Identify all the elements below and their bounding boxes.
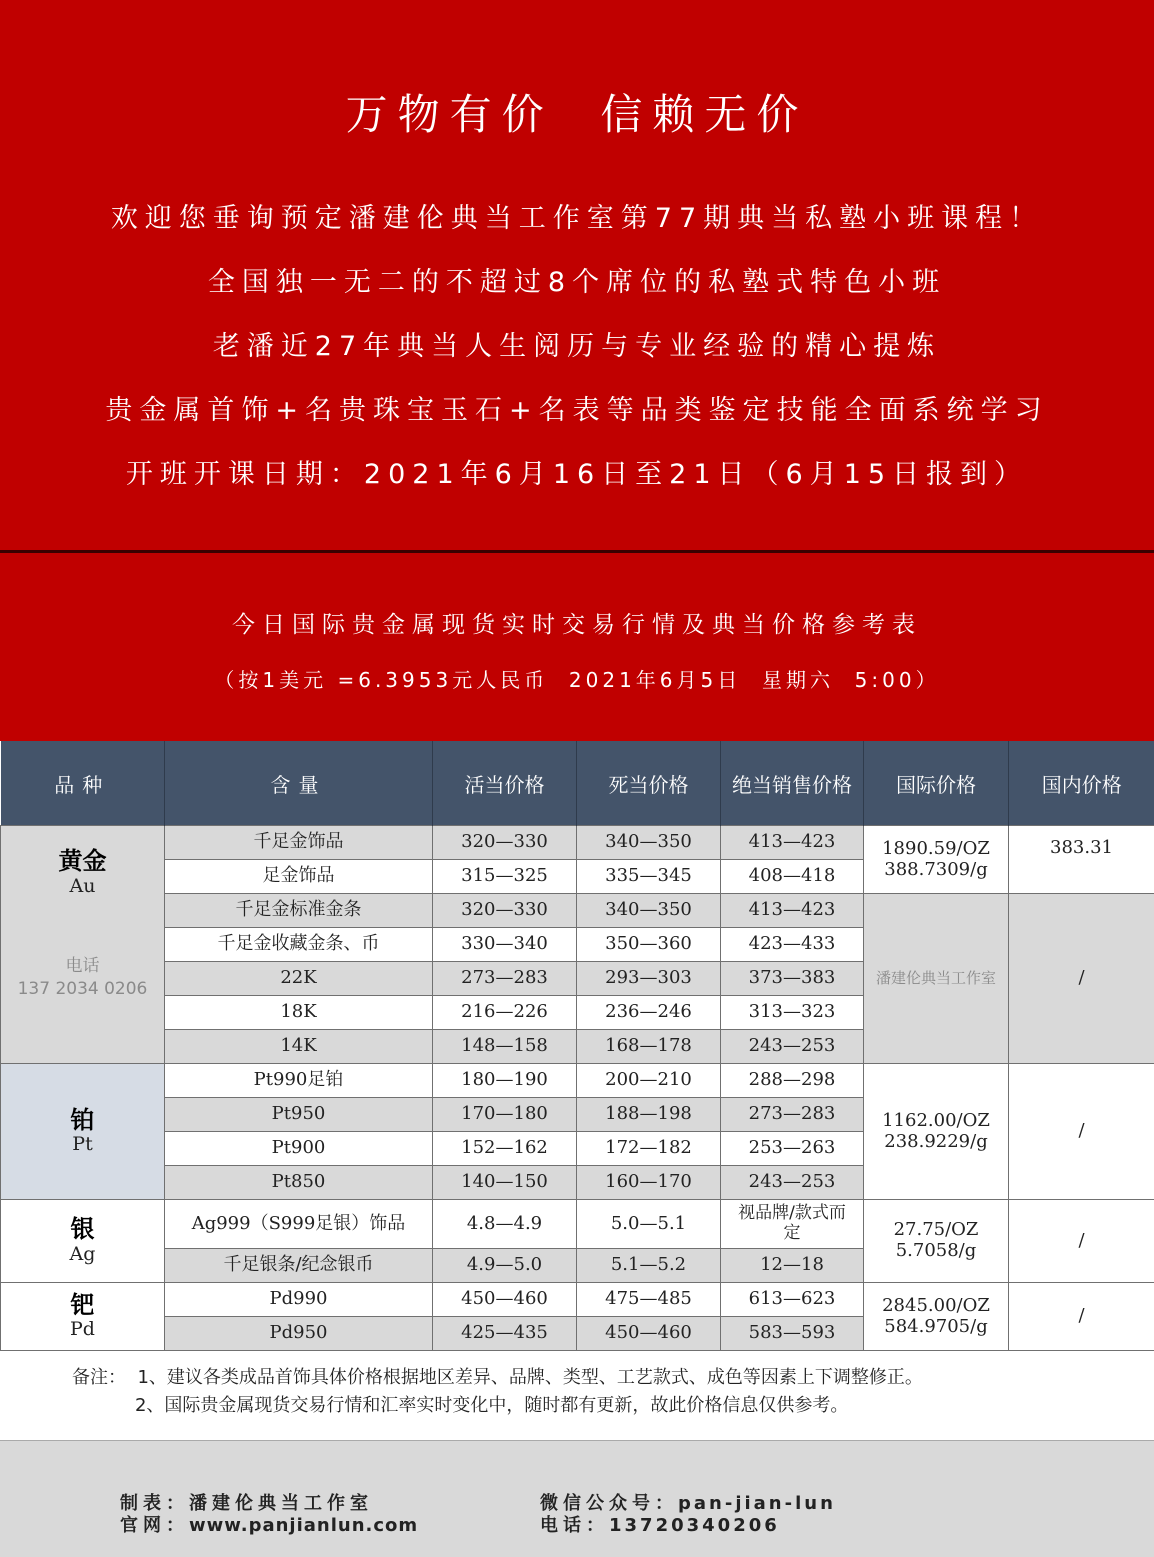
gold-intl-price [864, 826, 1009, 894]
pawn-price-cell: 140—150 [433, 1166, 577, 1200]
platinum-domestic-price: / [1009, 1064, 1154, 1200]
phone-watermark [1, 955, 164, 999]
sale-price-cell: 373—383 [721, 962, 864, 996]
course-banner [0, 0, 1154, 550]
col-header-intl-price: 国际价格 [864, 741, 1009, 826]
purity-cell: 14K [165, 1030, 433, 1064]
promo-line-2: 全国独一无二的不超过8个席位的私塾式特色小班 [0, 260, 1154, 299]
dead-pawn-price-cell: 350—360 [577, 928, 721, 962]
platinum-intl-g: 238.9229/g [884, 1131, 987, 1152]
col-header-forfeit-sale-price: 绝当销售价格 [721, 741, 864, 826]
phone-watermark-number: 137 2034 0206 [18, 979, 148, 999]
table-header-row [1, 741, 1154, 826]
maker-name: 潘建伦典当工作室 [189, 1493, 373, 1514]
phone-number: 13720340206 [609, 1515, 780, 1536]
sale-price-cell: 243—253 [721, 1030, 864, 1064]
sale-price-cell: 423—433 [721, 928, 864, 962]
dead-pawn-price-cell: 200—210 [577, 1064, 721, 1098]
sale-price-cell: 413—423 [721, 826, 864, 860]
purity-cell: 千足金收藏金条、币 [165, 928, 433, 962]
studio-watermark-text: 潘建伦典当工作室 [876, 969, 996, 987]
sale-price-cell: 613—623 [721, 1283, 864, 1317]
price-table [0, 741, 1154, 1351]
silver-intl-price [864, 1200, 1009, 1283]
purity-cell: 千足银条/纪念银币 [165, 1249, 433, 1283]
purity-cell: Ag999（S999足银）饰品 [165, 1200, 433, 1249]
remarks-label: 备注： [72, 1367, 126, 1388]
promo-line-4: 贵金属首饰+名贵珠宝玉石+名表等品类鉴定技能全面系统学习 [0, 388, 1154, 427]
purity-cell: 千足金饰品 [165, 826, 433, 860]
dead-pawn-price-cell: 236—246 [577, 996, 721, 1030]
purity-cell: 22K [165, 962, 433, 996]
silver-domestic-price: / [1009, 1200, 1154, 1283]
studio-watermark [864, 894, 1009, 1064]
gold-domestic-price-2: / [1009, 894, 1154, 1064]
site-label: 官网： [120, 1515, 189, 1536]
pawn-price-cell: 320—330 [433, 826, 577, 860]
dead-pawn-price-cell: 168—178 [577, 1030, 721, 1064]
purity-cell: 足金饰品 [165, 860, 433, 894]
pawn-price-cell: 273—283 [433, 962, 577, 996]
sale-price-cell: 273—283 [721, 1098, 864, 1132]
dead-pawn-price-cell: 450—460 [577, 1317, 721, 1351]
pawn-price-cell: 152—162 [433, 1132, 577, 1166]
gold-domestic-price: 383.31 [1009, 826, 1154, 894]
remarks [72, 1364, 923, 1420]
slogan: 万物有价 信赖无价 [0, 82, 1154, 142]
pawn-price-cell: 330—340 [433, 928, 577, 962]
pawn-price-cell: 4.8—4.9 [433, 1200, 577, 1249]
palladium-symbol: Pd [1, 1319, 164, 1341]
category-silver [1, 1200, 165, 1283]
sale-price-cell: 243—253 [721, 1166, 864, 1200]
category-gold [1, 826, 165, 1064]
course-dates: 开班开课日期：2021年6月16日至21日（6月15日报到） [0, 452, 1154, 491]
table-row [1, 1200, 1154, 1249]
promo-line-3: 老潘近27年典当人生阅历与专业经验的精心提炼 [0, 324, 1154, 363]
pawn-price-cell: 320—330 [433, 894, 577, 928]
dead-pawn-price-cell: 160—170 [577, 1166, 721, 1200]
silver-intl-g: 5.7058/g [896, 1240, 977, 1261]
col-header-category: 品种 [1, 741, 165, 826]
price-header-band [0, 553, 1154, 741]
footer-phone [540, 1511, 780, 1537]
pawn-price-cell: 315—325 [433, 860, 577, 894]
platinum-intl-price [864, 1064, 1009, 1200]
table-row [1, 894, 1154, 928]
pawn-price-cell: 148—158 [433, 1030, 577, 1064]
category-platinum [1, 1064, 165, 1200]
remark-2: 2、国际贵金属现货交易行情和汇率实时变化中，随时都有更新，故此价格信息仅供参考。 [135, 1395, 848, 1416]
maker-label: 制表： [120, 1493, 189, 1514]
wechat-id: pan-jian-lun [678, 1493, 836, 1514]
footer [0, 1440, 1154, 1557]
sale-price-cell: 12—18 [721, 1249, 864, 1283]
purity-cell: 18K [165, 996, 433, 1030]
pawn-price-cell: 425—435 [433, 1317, 577, 1351]
dead-pawn-price-cell: 335—345 [577, 860, 721, 894]
table-row [1, 1064, 1154, 1098]
sale-price-cell: 视品牌/款式而定 [721, 1200, 864, 1249]
col-header-pawn-price: 活当价格 [433, 741, 577, 826]
footer-website [120, 1511, 418, 1537]
col-header-dead-pawn-price: 死当价格 [577, 741, 721, 826]
silver-intl-oz: 27.75/OZ [894, 1219, 979, 1240]
dead-pawn-price-cell: 293—303 [577, 962, 721, 996]
dead-pawn-price-cell: 475—485 [577, 1283, 721, 1317]
sale-price-cell: 583—593 [721, 1317, 864, 1351]
purity-cell: Pt990足铂 [165, 1064, 433, 1098]
exchange-rate-line: （按1美元 =6.3953元人民币 2021年6月5日 星期六 5:00） [0, 664, 1154, 693]
gold-intl-g: 388.7309/g [884, 859, 987, 880]
palladium-intl-oz: 2845.00/OZ [882, 1295, 990, 1316]
dead-pawn-price-cell: 172—182 [577, 1132, 721, 1166]
pawn-price-cell: 450—460 [433, 1283, 577, 1317]
palladium-intl-price [864, 1283, 1009, 1351]
palladium-intl-g: 584.9705/g [884, 1316, 987, 1337]
platinum-name: 铂 [1, 1107, 164, 1135]
silver-symbol: Ag [1, 1244, 164, 1266]
sale-price-cell: 253—263 [721, 1132, 864, 1166]
dead-pawn-price-cell: 5.0—5.1 [577, 1200, 721, 1249]
promo-line-1: 欢迎您垂询预定潘建伦典当工作室第77期典当私塾小班课程！ [0, 196, 1154, 235]
purity-cell: Pt950 [165, 1098, 433, 1132]
pawn-price-cell: 170—180 [433, 1098, 577, 1132]
dead-pawn-price-cell: 340—350 [577, 894, 721, 928]
col-header-purity: 含量 [165, 741, 433, 826]
pawn-price-cell: 180—190 [433, 1064, 577, 1098]
pawn-price-cell: 4.9—5.0 [433, 1249, 577, 1283]
wechat-label: 微信公众号： [540, 1493, 678, 1514]
sale-price-cell: 313—323 [721, 996, 864, 1030]
purity-cell: Pt850 [165, 1166, 433, 1200]
purity-cell: 千足金标准金条 [165, 894, 433, 928]
phone-watermark-label: 电话 [66, 956, 100, 976]
purity-cell: Pd990 [165, 1283, 433, 1317]
website-link[interactable]: www.panjianlun.com [189, 1515, 418, 1536]
dead-pawn-price-cell: 188—198 [577, 1098, 721, 1132]
gold-name: 黄金 [1, 848, 164, 876]
palladium-domestic-price: / [1009, 1283, 1154, 1351]
table-row [1, 826, 1154, 860]
phone-label: 电话： [540, 1515, 609, 1536]
dead-pawn-price-cell: 5.1—5.2 [577, 1249, 721, 1283]
price-table-title: 今日国际贵金属现货实时交易行情及典当价格参考表 [0, 606, 1154, 639]
dead-pawn-price-cell: 340—350 [577, 826, 721, 860]
col-header-domestic-price: 国内价格 [1009, 741, 1154, 826]
gold-symbol: Au [1, 876, 164, 898]
gold-intl-oz: 1890.59/OZ [882, 838, 990, 859]
platinum-symbol: Pt [1, 1134, 164, 1156]
sale-price-cell: 408—418 [721, 860, 864, 894]
purity-cell: Pt900 [165, 1132, 433, 1166]
purity-cell: Pd950 [165, 1317, 433, 1351]
silver-name: 银 [1, 1216, 164, 1244]
category-palladium [1, 1283, 165, 1351]
sale-price-cell: 288—298 [721, 1064, 864, 1098]
palladium-name: 钯 [1, 1292, 164, 1320]
remark-1: 1、建议各类成品首饰具体价格根据地区差异、品牌、类型、工艺款式、成色等因素上下调整修正。 [137, 1367, 922, 1388]
sale-price-cell: 413—423 [721, 894, 864, 928]
pawn-price-cell: 216—226 [433, 996, 577, 1030]
table-row [1, 1283, 1154, 1317]
platinum-intl-oz: 1162.00/OZ [882, 1110, 990, 1131]
